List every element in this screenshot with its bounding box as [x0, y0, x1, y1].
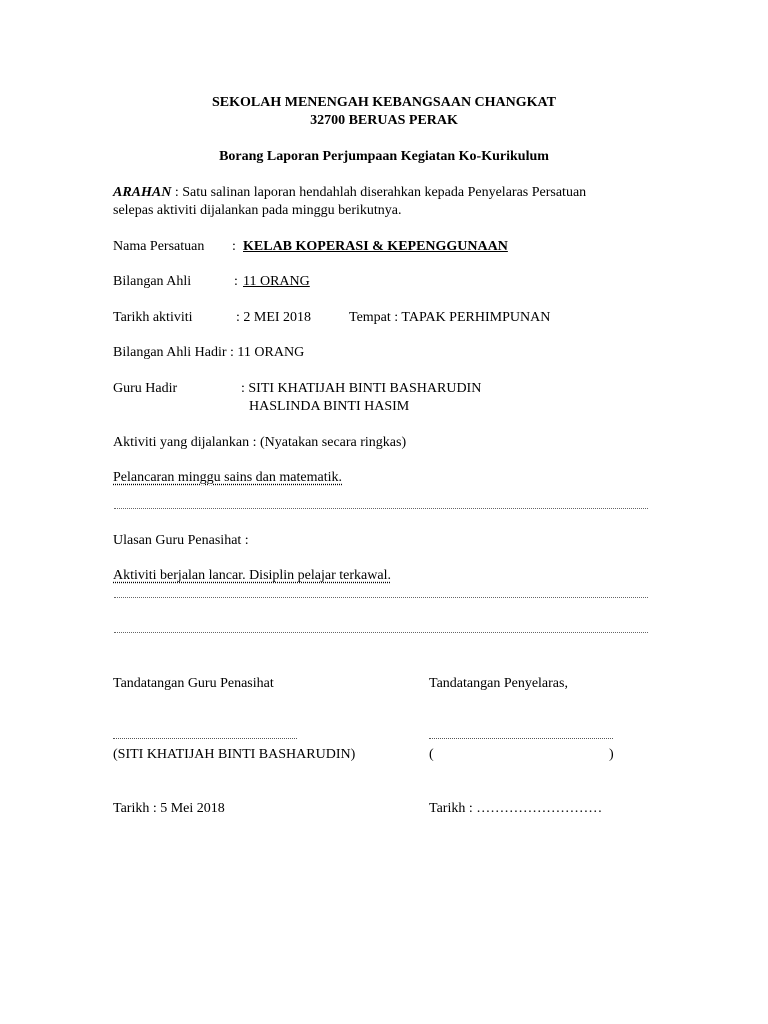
ulasan-dotted-line-1	[114, 597, 648, 598]
ulasan-text: Aktiviti berjalan lancar. Disiplin pelajar terkawal.	[113, 568, 391, 583]
aktiviti-label: Aktiviti yang dijalankan : (Nyatakan secara ringkas)	[113, 435, 407, 450]
instruction-line-1	[113, 184, 586, 201]
ahli-label: Bilangan Ahli	[113, 274, 192, 289]
coordinator-signature-label: Tandatangan Penyelaras,	[429, 676, 568, 691]
persatuan-colon: :	[232, 239, 236, 254]
instruction-line-2: selepas aktiviti dijalankan pada minggu berikutnya.	[113, 203, 402, 218]
guru-hadir-label: Guru Hadir	[113, 381, 178, 396]
aktiviti-text: Pelancaran minggu sains dan matematik.	[113, 470, 342, 485]
school-address: 32700 BERUAS PERAK	[310, 113, 458, 128]
instruction-text-1: Satu salinan laporan hendahlah diserahkan kepada Penyelaras Persatuan	[182, 185, 587, 200]
advisor-signature-line	[113, 738, 297, 739]
advisor-signature-label: Tandatangan Guru Penasihat	[113, 676, 274, 691]
coordinator-name-open: (	[429, 747, 434, 762]
coordinator-date: Tarikh : ………………………	[429, 801, 603, 816]
ulasan-dotted-line-2	[114, 632, 648, 633]
advisor-name: (SITI KHATIJAH BINTI BASHARUDIN)	[113, 747, 356, 762]
tempat-value: Tempat : TAPAK PERHIMPUNAN	[349, 310, 551, 325]
ahli-colon: :	[234, 274, 238, 289]
guru-hadir-2: HASLINDA BINTI HASIM	[249, 399, 410, 414]
tarikh-aktiviti-label: Tarikh aktiviti	[113, 310, 193, 325]
ahli-hadir-line: Bilangan Ahli Hadir : 11 ORANG	[113, 345, 305, 360]
ulasan-label: Ulasan Guru Penasihat :	[113, 533, 249, 548]
tarikh-aktiviti-value: : 2 MEI 2018	[236, 310, 312, 325]
coordinator-name-close: )	[609, 747, 614, 762]
instruction-sep: :	[171, 185, 183, 200]
aktiviti-dotted-line	[114, 508, 648, 509]
school-name: SEKOLAH MENENGAH KEBANGSAAN CHANGKAT	[212, 95, 556, 110]
form-title: Borang Laporan Perjumpaan Kegiatan Ko-Kurikulum	[219, 149, 549, 164]
persatuan-value: KELAB KOPERASI & KEPENGGUNAAN	[243, 239, 508, 254]
instruction-label: ARAHAN	[113, 185, 172, 200]
coordinator-signature-line	[429, 738, 613, 739]
advisor-date: Tarikh : 5 Mei 2018	[113, 801, 225, 816]
ahli-value: 11 ORANG	[243, 274, 310, 289]
persatuan-label: Nama Persatuan	[113, 239, 205, 254]
guru-hadir-1: : SITI KHATIJAH BINTI BASHARUDIN	[241, 381, 482, 396]
